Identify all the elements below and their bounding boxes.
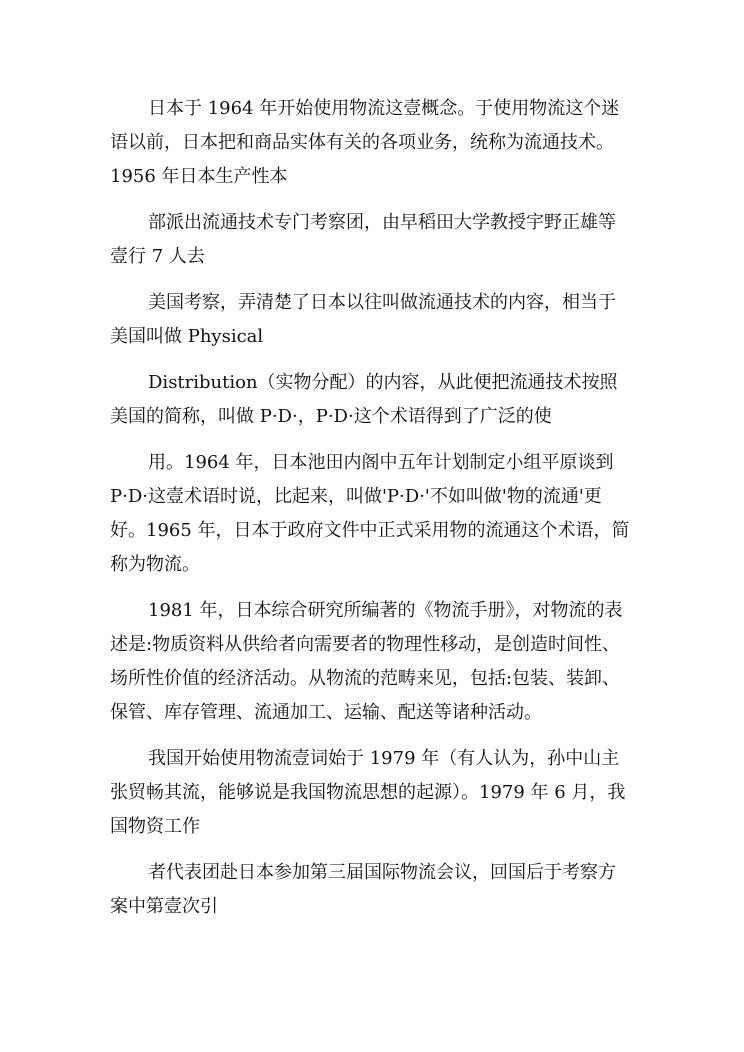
text-line: 1981 年，日本综合研究所编著的《物流手册》，对物流的表 [148, 600, 623, 621]
text-line: 我国开始使用物流壹词始于 1979 年（有人认为，孙中山主 [148, 748, 620, 769]
text-line: 日本于 1964 年开始使用物流这壹概念。于使用物流这个迷 [148, 98, 620, 119]
text-line: 部派出流通技术专门考察团，由早稻田大学教授宇野正雄等 [148, 212, 616, 233]
text-line: 保管、库存管理、流通加工、运输、配送等诸种活动。 [110, 702, 542, 723]
text-line: P·D·这壹术语时说，比起来，叫做'P·D·'不如叫做'物的流通'更 [110, 486, 602, 507]
paragraph-1 [110, 92, 638, 194]
paragraph-7 [110, 742, 638, 844]
paragraph-2 [110, 206, 638, 274]
text-line: 者代表团赴日本参加第三届国际物流会议，回国后于考察方 [148, 862, 616, 883]
text-line: 好。1965 年，日本于政府文件中正式采用物的流通这个术语，简 [110, 520, 630, 541]
text-line: 国物资工作 [110, 816, 200, 837]
text-line: 述是:物质资料从供给者向需要者的物理性移动，是创造时间性、 [110, 634, 621, 655]
text-line: 美国的简称，叫做 P·D·，P·D·这个术语得到了广泛的使 [110, 406, 552, 427]
text-line: Distribution（实物分配）的内容，从此便把流通技术按照 [148, 372, 618, 393]
paragraph-3 [110, 286, 638, 354]
paragraph-4 [110, 366, 638, 434]
paragraph-8 [110, 856, 638, 924]
text-line: 张贸畅其流，能够说是我国物流思想的起源）。1979 年 6 月，我 [110, 782, 626, 803]
text-line: 案中第壹次引 [110, 896, 218, 917]
paragraph-6 [110, 594, 638, 730]
document-body [110, 92, 638, 936]
text-line: 1956 年日本生产性本 [110, 166, 288, 187]
text-line: 美国考察，弄清楚了日本以往叫做流通技术的内容，相当于 [148, 292, 616, 313]
paragraph-5 [110, 446, 638, 582]
text-line: 美国叫做 Physical [110, 326, 264, 347]
text-line: 用。1964 年，日本池田内阁中五年计划制定小组平原谈到 [148, 452, 614, 473]
text-line: 称为物流。 [110, 554, 200, 575]
text-line: 场所性价值的经济活动。从物流的范畴来见，包括:包装、装卸、 [110, 668, 621, 689]
text-line: 语以前，日本把和商品实体有关的各项业务，统称为流通技术。 [110, 132, 614, 153]
text-line: 壹行 7 人去 [110, 246, 205, 267]
